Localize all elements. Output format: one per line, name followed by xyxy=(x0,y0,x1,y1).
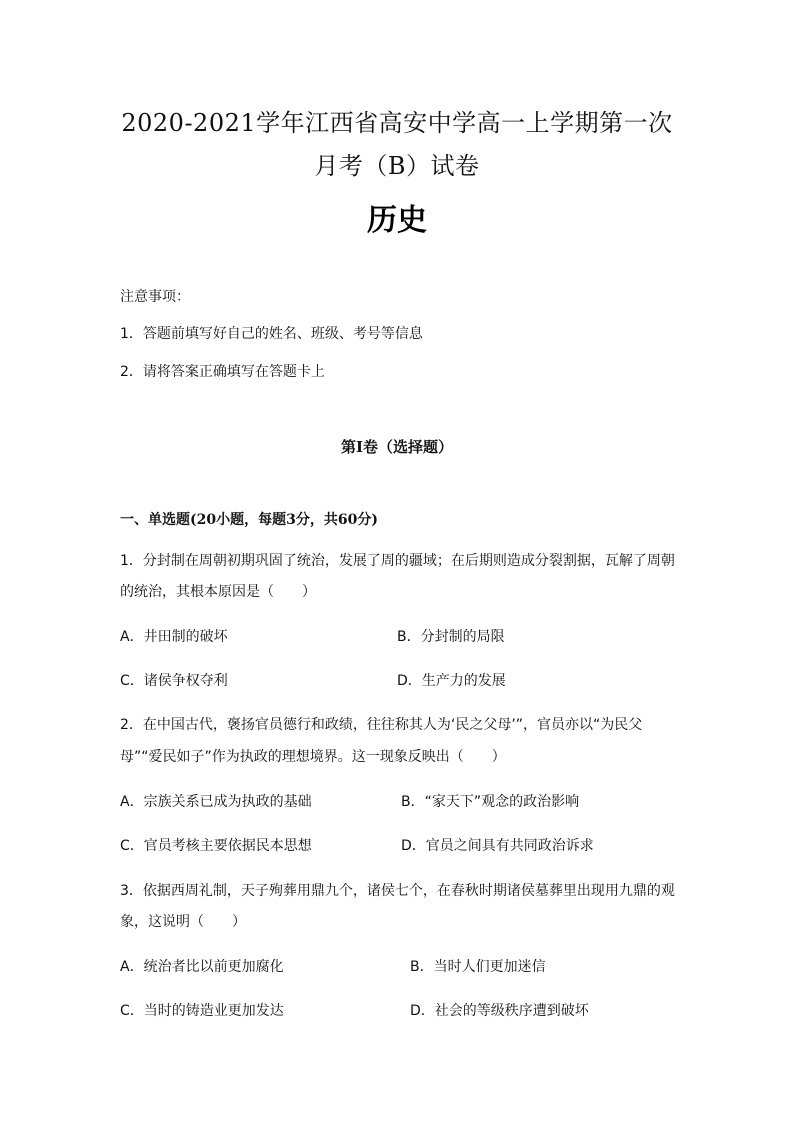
question-2-option-b: B．“家天下”观念的政治影响 xyxy=(401,794,580,810)
part-one-heading: 一、单选题(20小题，每题3分，共60分) xyxy=(120,512,378,528)
question-2-option-c: C．官员考核主要依据民本思想 xyxy=(120,838,312,854)
question-1-line-2: 的统治，其根本原因是（ ） xyxy=(120,584,316,600)
section-title: 第I卷（选择题） xyxy=(340,438,454,456)
question-1-option-a: A．井田制的破坏 xyxy=(120,629,228,645)
notes-item-2: 2．请将答案正确填写在答题卡上 xyxy=(120,364,325,380)
question-3-option-b: B．当时人们更加迷信 xyxy=(410,959,546,975)
question-1-option-b: B．分封制的局限 xyxy=(397,629,505,645)
subject-title: 历史 xyxy=(367,203,427,238)
question-3-option-c: C．当时的铸造业更加发达 xyxy=(120,1003,284,1019)
question-2-line-2: 母”“爱民如子”作为执政的理想境界。这一现象反映出（ ） xyxy=(120,749,506,765)
question-2-option-d: D．官员之间具有共同政治诉求 xyxy=(401,838,594,854)
question-2-line-1: 2．在中国古代，褒扬官员德行和政绩，往往称其人为‘民之父母’”，官员亦以“为民父 xyxy=(120,717,643,733)
question-1-option-c: C．诸侯争权夺利 xyxy=(120,673,228,689)
question-1-option-d: D．生产力的发展 xyxy=(397,673,506,689)
question-2-option-a: A．宗族关系已成为执政的基础 xyxy=(120,794,312,810)
exam-title-line-2: 月考（B）试卷 xyxy=(314,152,480,180)
notes-item-1: 1．答题前填写好自己的姓名、班级、考号等信息 xyxy=(120,326,423,342)
question-3-option-a: A．统治者比以前更加腐化 xyxy=(120,959,284,975)
question-3-line-1: 3．依据西周礼制，天子殉葬用鼎九个，诸侯七个，在春秋时期诸侯墓葬里出现用九鼎的观 xyxy=(120,883,675,899)
question-3-option-d: D．社会的等级秩序遭到破坏 xyxy=(410,1003,589,1019)
notes-heading: 注意事项： xyxy=(120,289,190,305)
question-1-line-1: 1．分封制在周朝初期巩固了统治，发展了周的疆域；在后期则造成分裂割据，瓦解了周朝 xyxy=(120,553,675,569)
question-3-line-2: 象，这说明（ ） xyxy=(120,914,246,930)
exam-title-line-1: 2020-2021学年江西省高安中学高一上学期第一次 xyxy=(121,109,673,137)
